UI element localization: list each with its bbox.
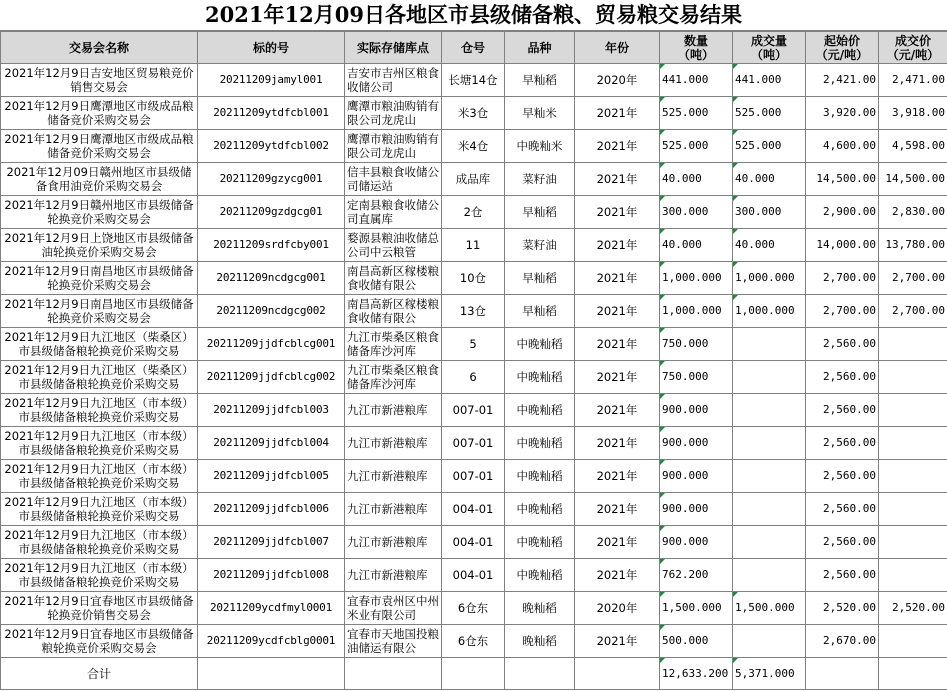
- bin-cell[interactable]: 成品库: [442, 163, 505, 196]
- bin-cell[interactable]: 004-01: [442, 559, 505, 592]
- code-cell[interactable]: 20211209ytdfcbl002: [198, 130, 345, 163]
- year-cell[interactable]: 2021年: [575, 130, 660, 163]
- code-cell[interactable]: 20211209jjdfcblcg002: [198, 361, 345, 394]
- location-cell[interactable]: 九江市新港粮库: [345, 394, 442, 427]
- deal-price-cell[interactable]: [879, 394, 947, 427]
- location-cell[interactable]: 九江市新港粮库: [345, 460, 442, 493]
- deal-price-cell[interactable]: 2,700.00: [879, 295, 947, 328]
- results-table: [0, 31, 947, 690]
- deal-price-cell[interactable]: [879, 493, 947, 526]
- deal-qty-cell[interactable]: [733, 526, 806, 559]
- code-cell[interactable]: 20211209ncdgcg001: [198, 262, 345, 295]
- variety-cell[interactable]: 中晚籼稻: [505, 493, 575, 526]
- code-cell[interactable]: 20211209jjdfcblcg001: [198, 328, 345, 361]
- deal-price-cell[interactable]: 2,471.00: [879, 64, 947, 97]
- quantity-cell[interactable]: 750.000: [660, 361, 733, 394]
- start-price-cell[interactable]: 2,700.00: [806, 262, 879, 295]
- exchange-name-cell[interactable]: 2021年12月9日吉安地区贸易粮竞价销售交易会: [1, 64, 198, 97]
- cell[interactable]: [505, 658, 575, 690]
- variety-cell[interactable]: 晚籼稻: [505, 625, 575, 658]
- quantity-cell[interactable]: 1,500.000: [660, 592, 733, 625]
- deal-qty-cell[interactable]: [733, 625, 806, 658]
- year-cell[interactable]: 2021年: [575, 97, 660, 130]
- location-cell[interactable]: 鹰潭市粮油购销有限公司龙虎山: [345, 97, 442, 130]
- code-cell[interactable]: 20211209gzycg001: [198, 163, 345, 196]
- deal-price-cell[interactable]: 2,700.00: [879, 262, 947, 295]
- location-cell[interactable]: 定南县粮食收储公司直属库: [345, 196, 442, 229]
- table-row: [1, 592, 947, 625]
- exchange-name-cell[interactable]: 2021年12月9日上饶地区市县级储备油轮换竞价采购交易会: [1, 229, 198, 262]
- table-row: [1, 625, 947, 658]
- cell[interactable]: [575, 658, 660, 690]
- cell[interactable]: [345, 658, 442, 690]
- year-cell[interactable]: 2020年: [575, 64, 660, 97]
- code-cell[interactable]: 20211209jjdfcbl006: [198, 493, 345, 526]
- code-cell[interactable]: 20211209jjdfcbl003: [198, 394, 345, 427]
- quantity-cell[interactable]: 1,000.000: [660, 295, 733, 328]
- exchange-name-cell[interactable]: 2021年12月9日宜春地区市县级储备粮轮换竞价采购交易会: [1, 625, 198, 658]
- quantity-cell[interactable]: 900.000: [660, 394, 733, 427]
- location-cell[interactable]: 鹰潭市粮油购销有限公司龙虎山: [345, 130, 442, 163]
- exchange-name-cell[interactable]: 2021年12月9日赣州地区市县级储备轮换竞价采购交易会: [1, 196, 198, 229]
- year-cell[interactable]: 2021年: [575, 526, 660, 559]
- year-cell[interactable]: 2021年: [575, 394, 660, 427]
- exchange-name-cell[interactable]: 2021年12月9日九江地区（市本级）市县级储备粮轮换竞价采购交易: [1, 493, 198, 526]
- header-bin[interactable]: 仓号: [442, 32, 505, 64]
- start-price-cell[interactable]: 14,500.00: [806, 163, 879, 196]
- variety-cell[interactable]: 菜籽油: [505, 163, 575, 196]
- location-cell[interactable]: 南昌高新区稼楼粮食收储有限公: [345, 262, 442, 295]
- deal-qty-cell[interactable]: 40.000: [733, 229, 806, 262]
- start-price-cell[interactable]: 2,560.00: [806, 328, 879, 361]
- start-price-cell[interactable]: 2,560.00: [806, 493, 879, 526]
- code-cell[interactable]: 20211209srdfcby001: [198, 229, 345, 262]
- variety-cell[interactable]: 中晚籼稻: [505, 394, 575, 427]
- bin-cell[interactable]: 2仓: [442, 196, 505, 229]
- variety-cell[interactable]: 晚籼稻: [505, 592, 575, 625]
- year-cell[interactable]: 2020年: [575, 592, 660, 625]
- variety-cell[interactable]: 早籼稻: [505, 262, 575, 295]
- year-cell[interactable]: 2021年: [575, 427, 660, 460]
- exchange-name-cell[interactable]: 2021年12月9日九江地区（市本级）市县级储备粮轮换竞价采购交易: [1, 394, 198, 427]
- year-cell[interactable]: 2021年: [575, 460, 660, 493]
- quantity-cell[interactable]: 900.000: [660, 526, 733, 559]
- deal-qty-cell[interactable]: [733, 361, 806, 394]
- deal-qty-cell[interactable]: [733, 493, 806, 526]
- year-cell[interactable]: 2021年: [575, 328, 660, 361]
- header-row: [1, 32, 947, 64]
- variety-cell[interactable]: 早籼稻: [505, 64, 575, 97]
- deal-qty-cell[interactable]: 441.000: [733, 64, 806, 97]
- exchange-name-cell[interactable]: 2021年12月09日赣州地区市县级储备食用油竞价采购交易会: [1, 163, 198, 196]
- deal-price-cell[interactable]: 13,780.00: [879, 229, 947, 262]
- code-cell[interactable]: 20211209ycdfcblg0001: [198, 625, 345, 658]
- bin-cell[interactable]: 5: [442, 328, 505, 361]
- deal-price-cell[interactable]: [879, 361, 947, 394]
- start-price-cell[interactable]: 2,560.00: [806, 361, 879, 394]
- bin-cell[interactable]: 007-01: [442, 460, 505, 493]
- variety-cell[interactable]: 中晚籼稻: [505, 361, 575, 394]
- table-row: [1, 493, 947, 526]
- location-cell[interactable]: 九江市柴桑区粮食储备库沙河库: [345, 361, 442, 394]
- start-price-cell[interactable]: 2,520.00: [806, 592, 879, 625]
- deal-qty-cell[interactable]: 525.000: [733, 130, 806, 163]
- exchange-name-cell[interactable]: 2021年12月9日南昌地区市县级储备轮换竞价采购交易会: [1, 262, 198, 295]
- quantity-cell[interactable]: 750.000: [660, 328, 733, 361]
- exchange-name-cell[interactable]: 2021年12月9日九江地区（市本级）市县级储备粮轮换竞价采购交易: [1, 427, 198, 460]
- quantity-cell[interactable]: 40.000: [660, 163, 733, 196]
- deal-qty-cell[interactable]: [733, 394, 806, 427]
- year-cell[interactable]: 2021年: [575, 229, 660, 262]
- variety-cell[interactable]: 中晚籼米: [505, 130, 575, 163]
- deal-price-cell[interactable]: [879, 625, 947, 658]
- code-cell[interactable]: 20211209gzdgcg01: [198, 196, 345, 229]
- table-row: [1, 163, 947, 196]
- table-row: [1, 460, 947, 493]
- deal-qty-cell[interactable]: 300.000: [733, 196, 806, 229]
- header-variety[interactable]: 品种: [505, 32, 575, 64]
- deal-qty-cell[interactable]: [733, 460, 806, 493]
- start-price-cell[interactable]: 4,600.00: [806, 130, 879, 163]
- year-cell[interactable]: 2021年: [575, 196, 660, 229]
- table-row: [1, 394, 947, 427]
- deal-qty-cell[interactable]: 1,000.000: [733, 295, 806, 328]
- bin-cell[interactable]: 6: [442, 361, 505, 394]
- start-price-cell[interactable]: 3,920.00: [806, 97, 879, 130]
- bin-cell[interactable]: 米4仓: [442, 130, 505, 163]
- variety-cell[interactable]: 早籼稻: [505, 196, 575, 229]
- deal-qty-cell[interactable]: 525.000: [733, 97, 806, 130]
- location-cell[interactable]: 九江市新港粮库: [345, 526, 442, 559]
- code-cell[interactable]: 20211209jjdfcbl007: [198, 526, 345, 559]
- bin-cell[interactable]: 6仓东: [442, 625, 505, 658]
- table-row: [1, 229, 947, 262]
- start-price-cell[interactable]: 2,560.00: [806, 460, 879, 493]
- header-deal-price[interactable]: 成交价 （元/吨）: [879, 32, 947, 64]
- exchange-name-cell[interactable]: 2021年12月9日九江地区（市本级）市县级储备粮轮换竞价采购交易: [1, 559, 198, 592]
- code-cell[interactable]: 20211209ncdgcg002: [198, 295, 345, 328]
- start-price-cell[interactable]: 14,000.00: [806, 229, 879, 262]
- variety-cell[interactable]: 中晚籼稻: [505, 460, 575, 493]
- location-cell[interactable]: 九江市新港粮库: [345, 559, 442, 592]
- deal-price-cell[interactable]: 4,598.00: [879, 130, 947, 163]
- quantity-cell[interactable]: 525.000: [660, 130, 733, 163]
- table-row: [1, 295, 947, 328]
- quantity-cell[interactable]: 441.000: [660, 64, 733, 97]
- header-deal-qty[interactable]: 成交量 （吨）: [733, 32, 806, 64]
- exchange-name-cell[interactable]: 2021年12月9日九江地区（柴桑区）市县级储备粮轮换竞价采购交易: [1, 361, 198, 394]
- year-cell[interactable]: 2021年: [575, 559, 660, 592]
- deal-qty-cell[interactable]: 1,500.000: [733, 592, 806, 625]
- total-row: [1, 658, 947, 690]
- cell[interactable]: [442, 658, 505, 690]
- deal-qty-cell[interactable]: 1,000.000: [733, 262, 806, 295]
- header-start-price[interactable]: 起始价 （元/吨）: [806, 32, 879, 64]
- bin-cell[interactable]: 007-01: [442, 394, 505, 427]
- exchange-name-cell[interactable]: 2021年12月9日鹰潭地区市级成品粮储备竞价采购交易会: [1, 97, 198, 130]
- year-cell[interactable]: 2021年: [575, 361, 660, 394]
- quantity-cell[interactable]: 900.000: [660, 493, 733, 526]
- cell[interactable]: [879, 658, 947, 690]
- quantity-cell[interactable]: 500.000: [660, 625, 733, 658]
- deal-price-cell[interactable]: 3,918.00: [879, 97, 947, 130]
- header-location[interactable]: 实际存储库点: [345, 32, 442, 64]
- bin-cell[interactable]: 13仓: [442, 295, 505, 328]
- quantity-cell[interactable]: 40.000: [660, 229, 733, 262]
- variety-cell[interactable]: 菜籽油: [505, 229, 575, 262]
- bin-cell[interactable]: 10仓: [442, 262, 505, 295]
- deal-price-cell[interactable]: [879, 328, 947, 361]
- location-cell[interactable]: 宜春市天地国投粮油储运有限公: [345, 625, 442, 658]
- code-cell[interactable]: 20211209jjdfcbl004: [198, 427, 345, 460]
- table-row: [1, 262, 947, 295]
- cell[interactable]: [198, 658, 345, 690]
- total-quantity[interactable]: 12,633.200: [660, 658, 733, 690]
- location-cell[interactable]: 九江市新港粮库: [345, 493, 442, 526]
- bin-cell[interactable]: 004-01: [442, 493, 505, 526]
- table-row: [1, 64, 947, 97]
- location-cell[interactable]: 宜春市袁州区中州米业有限公司: [345, 592, 442, 625]
- deal-qty-cell[interactable]: [733, 328, 806, 361]
- exchange-name-cell[interactable]: 2021年12月9日九江地区（市本级）市县级储备粮轮换竞价采购交易: [1, 460, 198, 493]
- deal-price-cell[interactable]: 2,520.00: [879, 592, 947, 625]
- start-price-cell[interactable]: 2,560.00: [806, 559, 879, 592]
- bin-cell[interactable]: 6仓东: [442, 592, 505, 625]
- table-row: [1, 427, 947, 460]
- bin-cell[interactable]: 007-01: [442, 427, 505, 460]
- variety-cell[interactable]: 早籼稻: [505, 295, 575, 328]
- code-cell[interactable]: 20211209ycdfmyl0001: [198, 592, 345, 625]
- start-price-cell[interactable]: 2,560.00: [806, 394, 879, 427]
- deal-qty-cell[interactable]: 40.000: [733, 163, 806, 196]
- code-cell[interactable]: 20211209jjdfcbl008: [198, 559, 345, 592]
- bin-cell[interactable]: 长塘14仓: [442, 64, 505, 97]
- quantity-cell[interactable]: 1,000.000: [660, 262, 733, 295]
- year-cell[interactable]: 2021年: [575, 262, 660, 295]
- exchange-name-cell[interactable]: 2021年12月9日南昌地区市县级储备轮换竞价采购交易会: [1, 295, 198, 328]
- location-cell[interactable]: 南昌高新区稼楼粮食收储有限公: [345, 295, 442, 328]
- exchange-name-cell[interactable]: 2021年12月9日宜春地区市县级储备轮换竞价销售交易会: [1, 592, 198, 625]
- location-cell[interactable]: 吉安市吉州区粮食收储公司: [345, 64, 442, 97]
- location-cell[interactable]: 信丰县粮食收储公司储运站: [345, 163, 442, 196]
- sheet-title: 2021年12月09日各地区市县级储备粮、贸易粮交易结果: [0, 0, 947, 31]
- cell[interactable]: [806, 658, 879, 690]
- exchange-name-cell[interactable]: 2021年12月9日九江地区（柴桑区）市县级储备粮轮换竞价采购交易: [1, 328, 198, 361]
- bin-cell[interactable]: 11: [442, 229, 505, 262]
- deal-price-cell[interactable]: [879, 427, 947, 460]
- quantity-cell[interactable]: 525.000: [660, 97, 733, 130]
- header-code[interactable]: 标的号: [198, 32, 345, 64]
- bin-cell[interactable]: 米3仓: [442, 97, 505, 130]
- quantity-cell[interactable]: 762.200: [660, 559, 733, 592]
- variety-cell[interactable]: 早籼米: [505, 97, 575, 130]
- location-cell[interactable]: 九江市新港粮库: [345, 427, 442, 460]
- year-cell[interactable]: 2021年: [575, 625, 660, 658]
- year-cell[interactable]: 2021年: [575, 493, 660, 526]
- start-price-cell[interactable]: 2,560.00: [806, 526, 879, 559]
- year-cell[interactable]: 2021年: [575, 163, 660, 196]
- start-price-cell[interactable]: 2,700.00: [806, 295, 879, 328]
- table-row: [1, 559, 947, 592]
- table-row: [1, 361, 947, 394]
- deal-price-cell[interactable]: 2,830.00: [879, 196, 947, 229]
- table-row: [1, 97, 947, 130]
- total-deal-qty[interactable]: 5,371.000: [733, 658, 806, 690]
- location-cell[interactable]: 婺源县粮油收储总公司中云粮管: [345, 229, 442, 262]
- header-year[interactable]: 年份: [575, 32, 660, 64]
- deal-price-cell[interactable]: 14,500.00: [879, 163, 947, 196]
- code-cell[interactable]: 20211209jjdfcbl005: [198, 460, 345, 493]
- header-quantity[interactable]: 数量 （吨）: [660, 32, 733, 64]
- start-price-cell[interactable]: 2,670.00: [806, 625, 879, 658]
- quantity-cell[interactable]: 300.000: [660, 196, 733, 229]
- quantity-cell[interactable]: 900.000: [660, 427, 733, 460]
- exchange-name-cell[interactable]: 2021年12月9日九江地区（市本级）市县级储备粮轮换竞价采购交易: [1, 526, 198, 559]
- start-price-cell[interactable]: 2,900.00: [806, 196, 879, 229]
- total-label[interactable]: 合计: [1, 658, 198, 690]
- deal-price-cell[interactable]: [879, 460, 947, 493]
- table-row: [1, 328, 947, 361]
- variety-cell[interactable]: 中晚籼稻: [505, 328, 575, 361]
- location-cell[interactable]: 九江市柴桑区粮食储备库沙河库: [345, 328, 442, 361]
- start-price-cell[interactable]: 2,421.00: [806, 64, 879, 97]
- deal-price-cell[interactable]: [879, 526, 947, 559]
- variety-cell[interactable]: 中晚籼稻: [505, 427, 575, 460]
- deal-qty-cell[interactable]: [733, 427, 806, 460]
- variety-cell[interactable]: 中晚籼稻: [505, 559, 575, 592]
- table-row: [1, 526, 947, 559]
- bin-cell[interactable]: 004-01: [442, 526, 505, 559]
- code-cell[interactable]: 20211209ytdfcbl001: [198, 97, 345, 130]
- deal-qty-cell[interactable]: [733, 559, 806, 592]
- code-cell[interactable]: 20211209jamyl001: [198, 64, 345, 97]
- table-row: [1, 196, 947, 229]
- header-exchange[interactable]: 交易会名称: [1, 32, 198, 64]
- deal-price-cell[interactable]: [879, 559, 947, 592]
- variety-cell[interactable]: 中晚籼稻: [505, 526, 575, 559]
- table-row: [1, 130, 947, 163]
- quantity-cell[interactable]: 900.000: [660, 460, 733, 493]
- year-cell[interactable]: 2021年: [575, 295, 660, 328]
- exchange-name-cell[interactable]: 2021年12月9日鹰潭地区市级成品粮储备竞价采购交易会: [1, 130, 198, 163]
- start-price-cell[interactable]: 2,560.00: [806, 427, 879, 460]
